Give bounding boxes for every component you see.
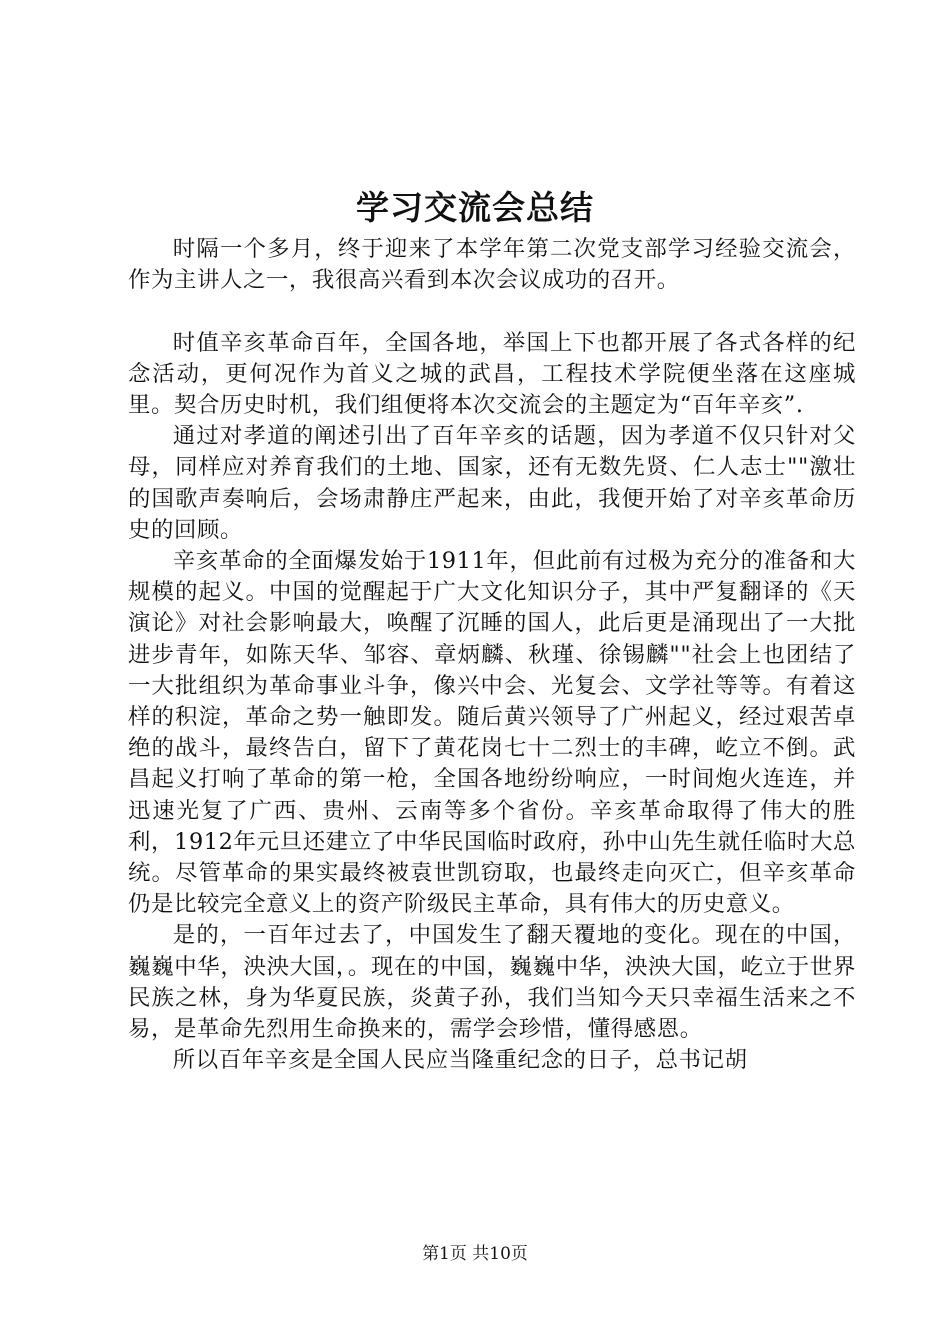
paragraph-gap bbox=[128, 296, 856, 327]
document-title: 学习交流会总结 bbox=[356, 188, 594, 227]
paragraph-3: 通过对孝道的阐述引出了百年辛亥的话题，因为孝道不仅只针对父母，同样应对养育我们的土地、国家，还有无数先贤、仁人志士""激壮的国歌声奏响后，会场肃静庄严起来，由此，我便开始了对辛亥革命历史的回顾。 bbox=[128, 423, 856, 543]
document-body bbox=[128, 234, 856, 1076]
paragraph-4: 辛亥革命的全面爆发始于1911年，但此前有过极为充分的准备和大规模的起义。中国的觉醒起于广大文化知识分子，其中严复翻译的《天演论》对社会影响最大，唤醒了沉睡的国人，此后更是涌现出了一大批进步青年，如陈天华、邹容、章炳麟、秋瑾、徐锡麟""社会上也团结了一大批组织为革命事业斗争，像兴中会、光复会、文学社等等。有着这样的积淀，革命之势一触即发。随后黄兴领导了广州起义，经过艰苦卓绝的战斗，最终告白，留下了黄花岗七十二烈士的丰碑，屹立不倒。武昌起义打响了革命的第一枪，全国各地纷纷响应，一时间炮火连连，并迅速光复了广西、贵州、云南等多个省份。辛亥革命取得了伟大的胜利，1912年元旦还建立了中华民国临时政府，孙中山先生就任临时大总统。尽管革命的果实最终被袁世凯窃取，也最终走向灭亡，但辛亥革命仍是比较完全意义上的资产阶级民主革命，具有伟大的历史意义。 bbox=[128, 548, 856, 918]
paragraph-6: 所以百年辛亥是全国人民应当隆重纪念的日子，总书记胡 bbox=[172, 1047, 748, 1074]
paragraph-2: 时值辛亥革命百年，全国各地，举国上下也都开展了各式各样的纪念活动，更何况作为首义之城的武昌，工程技术学院便坐落在这座城里。契合历史时机，我们组便将本次交流会的主题定为“百年辛亥”. bbox=[128, 329, 856, 418]
paragraph-5: 是的，一百年过去了，中国发生了翻天覆地的变化。现在的中国，巍巍中华，泱泱大国，。现在的中国，巍巍中华，泱泱大国，屹立于世界民族之林，身为华夏民族，炎黄子孙，我们当知今天只幸福生活来之不易，是革命先烈用生命换来的，需学会珍惜，懂得感恩。 bbox=[128, 922, 856, 1043]
page-footer: 第1页 共10页 bbox=[422, 1244, 528, 1264]
paragraph-1: 时隔一个多月，终于迎来了本学年第二次党支部学习经验交流会，作为主讲人之一，我很高兴看到本次会议成功的召开。 bbox=[128, 236, 856, 294]
